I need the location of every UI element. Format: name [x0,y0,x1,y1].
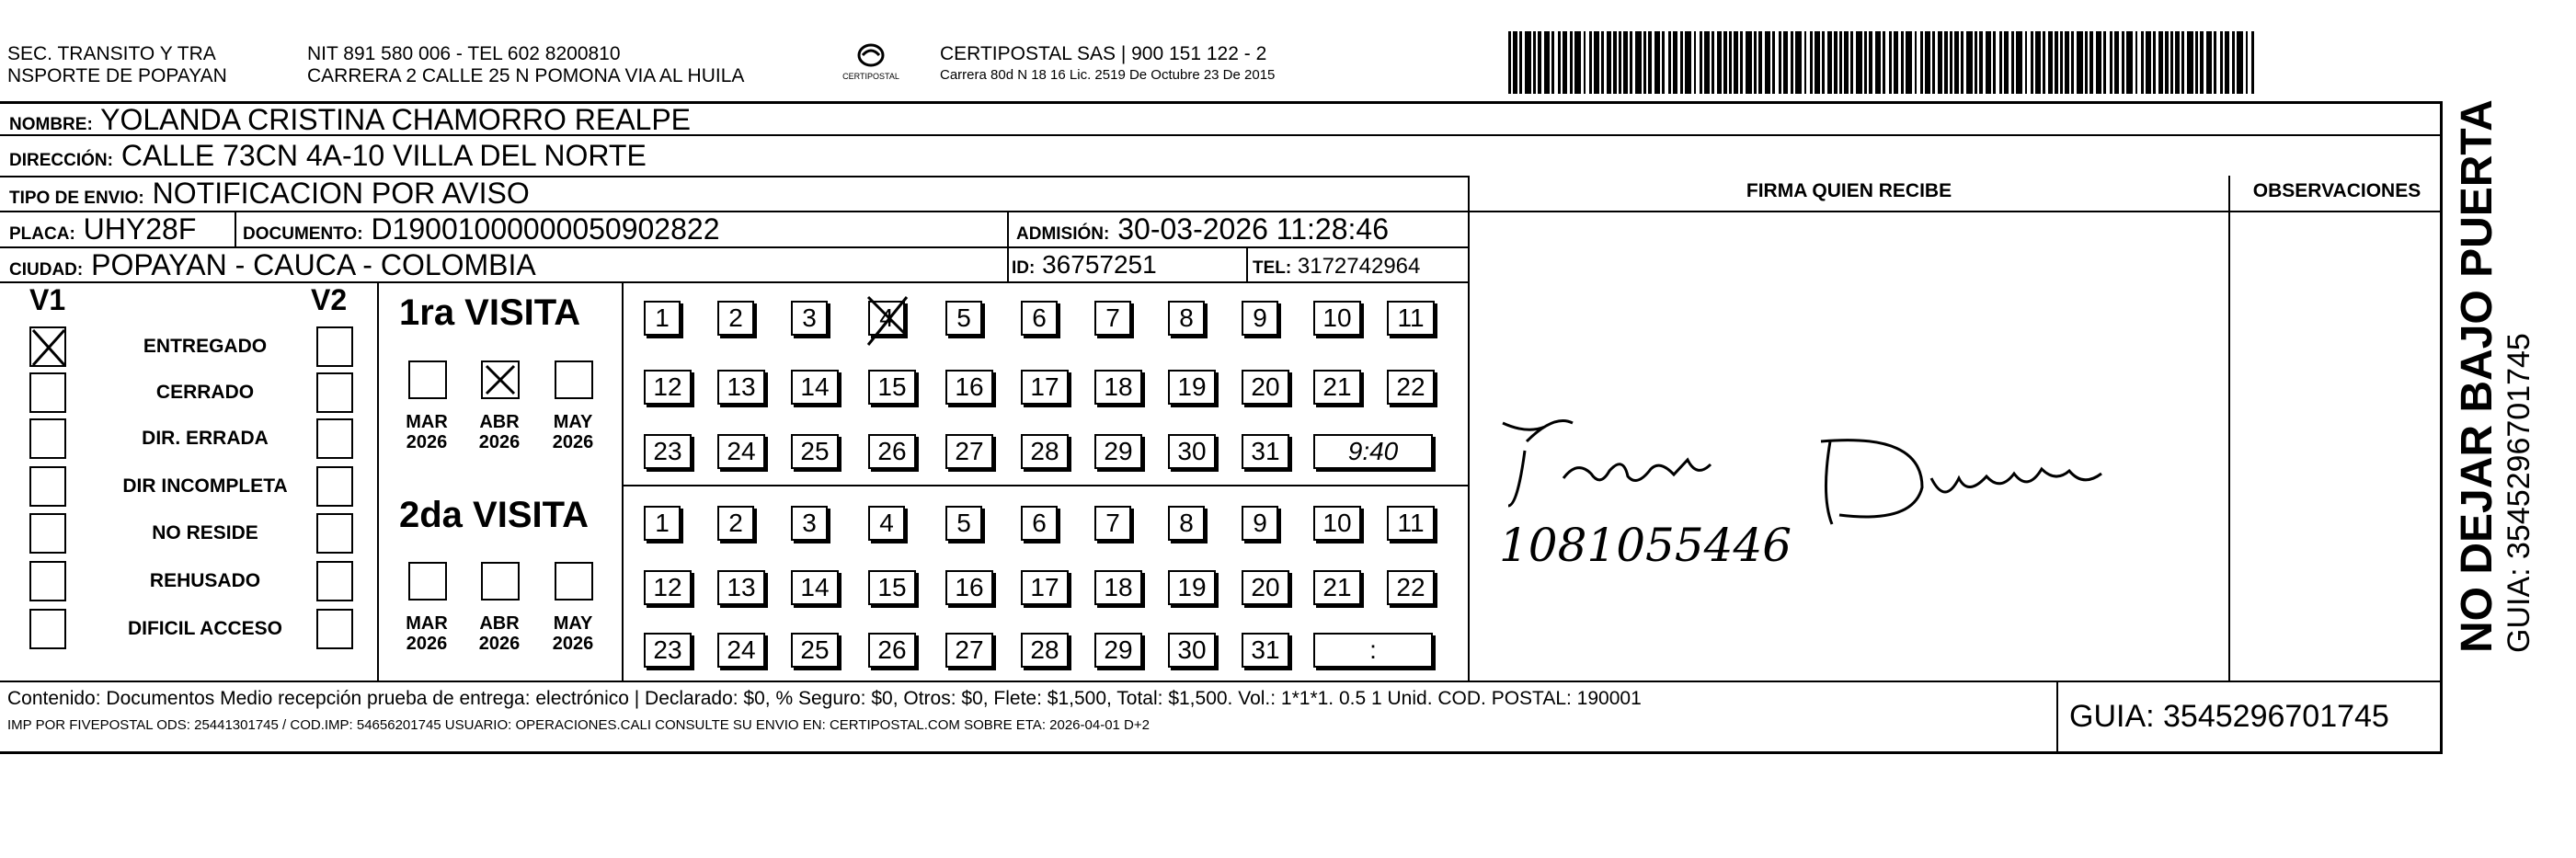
day-box[interactable]: 29 [1094,633,1142,668]
month-label [472,613,527,654]
barcode-bar [1508,31,1511,94]
logo-text: CERTIPOSTAL [842,72,899,81]
barcode-bar [1822,31,1825,94]
barcode-bar [1654,31,1660,94]
v1-checkbox[interactable] [29,513,66,554]
barcode-bar [1875,31,1881,94]
sender-line-2: NSPORTE DE POPAYAN [7,65,227,86]
day-box[interactable]: 24 [717,633,765,668]
v2-checkbox[interactable] [316,513,353,554]
month-name: MAR [406,412,448,432]
day-box[interactable]: 23 [644,633,692,668]
day-box[interactable]: 7 [1094,506,1131,541]
month-checkbox[interactable] [481,360,520,399]
barcode-icon [1508,31,2262,94]
month-name: MAR [406,613,448,634]
barcode-bar [1558,31,1561,94]
day-box[interactable]: 1 [644,506,681,541]
nombre-label: NOMBRE: [9,115,93,134]
barcode-bar [1779,31,1781,94]
col-divider-visits [622,281,624,681]
placa-label: PLACA: [9,224,75,244]
barcode-bar [1999,31,2002,94]
v2-checkbox[interactable] [316,372,353,413]
day-box[interactable]: 3 [791,301,828,336]
barcode-bar [1894,31,1898,94]
ciudad-label: CIUDAD: [9,260,84,280]
day-box[interactable]: 13 [717,570,765,605]
day-box[interactable]: 15 [868,570,916,605]
day-box[interactable]: 20 [1242,370,1289,405]
barcode-bar [2175,31,2180,94]
v2-checkbox[interactable] [316,418,353,459]
check-x-icon [31,328,68,369]
month-year: 2026 [406,634,448,654]
col-divider-footer-guia [2056,681,2058,754]
month-checkbox[interactable] [408,562,447,601]
barcode-bar [1864,31,1867,94]
barcode-bar [2016,31,2022,94]
v2-checkbox[interactable] [316,561,353,601]
barcode-bar [1979,31,1983,94]
barcode-bar [1804,31,1806,94]
status-label: ENTREGADO [143,336,268,357]
direccion-value: CALLE 73CN 4A-10 VILLA DEL NORTE [120,139,647,172]
day-box[interactable]: 31 [1242,434,1289,469]
barcode-bar [2158,31,2163,94]
v1-checkbox[interactable] [29,561,66,601]
barcode-bar [1975,31,1977,94]
month-checkbox[interactable] [481,562,520,601]
month-year: 2026 [406,432,448,452]
barcode-bar [1850,31,1853,94]
day-box[interactable]: 22 [1387,370,1435,405]
barcode-bar [1619,31,1621,94]
signature-area [1490,386,2134,589]
barcode-bar [1944,31,1948,94]
day-box[interactable]: 9 [1242,301,1278,336]
ciudad-row [9,249,536,286]
barcode-bar [2011,31,2014,94]
status-label: DIR INCOMPLETA [122,475,288,497]
day-box[interactable]: 28 [1021,633,1069,668]
barcode-bar [1712,31,1714,94]
barcode-bar [1795,31,1802,94]
firma-header: FIRMA QUIEN RECIBE [1746,180,1952,201]
month-name: MAY [553,613,593,634]
day-box[interactable]: 6 [1021,506,1058,541]
month-label [545,412,601,452]
barcode-bar [1607,31,1611,94]
col-divider-admision [1007,211,1009,282]
day-box[interactable]: 12 [644,570,692,605]
v2-checkbox[interactable] [316,326,353,367]
day-box[interactable]: 23 [644,434,692,469]
barcode-bar [2181,31,2184,94]
ciudad-value: POPAYAN - CAUCA - COLOMBIA [91,248,536,281]
day-box[interactable]: 28 [1021,434,1069,469]
id-value: 36757251 [1042,250,1157,279]
signature-id: 1081055446 [1499,519,1792,572]
placa-value: UHY28F [83,212,197,246]
day-box[interactable]: 26 [868,633,916,668]
side-warning: NO DEJAR BAJO PUERTA [2453,99,2502,653]
day-box[interactable]: 13 [717,370,765,405]
documento-value: D19001000000050902822 [371,212,720,246]
v1-checkbox[interactable] [29,609,66,649]
barcode-bar [1869,31,1872,94]
day-box[interactable]: 17 [1021,370,1069,405]
time-box[interactable]: : [1313,633,1433,668]
barcode-bar [2122,31,2124,94]
check-x-icon [483,362,521,401]
barcode-bar [1685,31,1691,94]
carrier-line-2: Carrera 80d N 18 16 Lic. 2519 De Octubre 23 De 2015 [940,67,1276,83]
barcode-bar [1901,31,1904,94]
day-box[interactable]: 24 [717,434,765,469]
day-box[interactable]: 16 [945,570,993,605]
barcode-bar [1966,31,1973,94]
admision-row [1016,213,1389,250]
barcode-bar [1810,31,1813,94]
month-label [545,613,601,654]
day-box[interactable]: 30 [1168,633,1216,668]
nit-line-1: NIT 891 580 006 - TEL 602 8200810 [307,43,621,64]
month-checkbox[interactable] [408,360,447,399]
day-box[interactable] [868,301,905,336]
month-checkbox[interactable] [555,562,593,601]
barcode-bar [2025,31,2027,94]
day-box[interactable]: 19 [1168,370,1216,405]
v2-checkbox[interactable] [316,609,353,649]
barcode-bar [1856,31,1862,94]
day-box[interactable]: 4 [868,506,905,541]
barcode-bar [1834,31,1838,94]
id-row [1012,249,1157,284]
direccion-label: DIRECCIÓN: [9,151,113,170]
month-name: ABR [479,613,520,634]
signature-drawing [1490,386,2134,589]
month-year: 2026 [478,634,521,654]
barcode-bar [1635,31,1642,94]
v1-label: V1 [29,283,66,316]
barcode-bar [2195,31,2198,94]
barcode-bar [1551,31,1554,94]
v1-checkbox[interactable] [29,466,66,507]
day-box[interactable]: 22 [1387,570,1435,605]
barcode-bar [1717,31,1722,94]
barcode-bar [2170,31,2173,94]
barcode-bar [1844,31,1849,94]
barcode-bar [1700,31,1702,94]
carrier-line-1: CERTIPOSTAL SAS | 900 151 122 - 2 [940,43,1267,64]
col-divider-placa [235,211,236,247]
barcode-bar [1815,31,1820,94]
col-divider-v2 [377,281,379,681]
side-guia: GUIA: 3545296701745 [2502,333,2536,653]
barcode-bar [1772,31,1775,94]
day-box[interactable]: 8 [1168,506,1205,541]
documento-row [243,213,719,250]
barcode-bar [1932,31,1935,94]
month-year: 2026 [552,634,594,654]
barcode-bar [2146,31,2151,94]
col-divider-obs [2228,176,2230,681]
day-box[interactable]: 12 [644,370,692,405]
day-box[interactable]: 2 [717,301,754,336]
logo-icon [837,39,905,86]
barcode-bar [1584,31,1586,94]
rule-visit-divider [622,485,1469,486]
barcode-bar [1680,31,1683,94]
barcode-bar [2141,31,2144,94]
day-box[interactable]: 21 [1313,370,1361,405]
month-year: 2026 [552,432,594,452]
observaciones-header: OBSERVACIONES [2252,180,2421,201]
barcode-bar [1783,31,1788,94]
barcode-bar [1643,31,1646,94]
barcode-bar [1589,31,1592,94]
admision-label: ADMISIÓN: [1016,224,1110,244]
day-box[interactable]: 5 [945,506,982,541]
month-name: ABR [479,412,520,432]
barcode-bar [2246,31,2248,94]
tipo-label: TIPO DE ENVIO: [9,189,144,208]
day-number: 4 [879,303,894,332]
nombre-value: YOLANDA CRISTINA CHAMORRO REALPE [100,103,692,136]
barcode-bar [1574,31,1581,94]
barcode-bar [1668,31,1671,94]
day-box[interactable]: 8 [1168,301,1205,336]
tel-label: TEL: [1253,258,1292,278]
barcode-bar [2153,31,2156,94]
barcode-bar [1938,31,1942,94]
barcode-bar [1920,31,1923,94]
barcode-bar [2206,31,2212,94]
barcode-bar [1950,31,1952,94]
month-label [399,412,454,452]
day-box[interactable]: 21 [1313,570,1361,605]
nombre-row [9,104,691,141]
barcode-bar [1648,31,1652,94]
day-box[interactable]: 9 [1242,506,1278,541]
barcode-bar [2089,31,2093,94]
barcode-bar [2114,31,2119,94]
barcode-bar [1594,31,1599,94]
barcode-bar [1673,31,1677,94]
day-box[interactable]: 1 [644,301,681,336]
barcode-bar [1513,31,1517,94]
day-box[interactable]: 26 [868,434,916,469]
barcode-bar [1746,31,1752,94]
barcode-bar [1630,31,1632,94]
admision-value: 30-03-2026 11:28:46 [1117,212,1389,246]
certipostal-logo [837,39,905,86]
barcode-bar [1613,31,1617,94]
placa-row [9,213,196,250]
barcode-bar [2251,31,2254,94]
v1-checkbox[interactable] [29,418,66,459]
barcode-bar [1839,31,1842,94]
barcode-bar [2165,31,2169,94]
barcode-bar [2225,31,2229,94]
status-label: CERRADO [155,382,255,403]
month-checkbox[interactable] [555,360,593,399]
month-label [399,613,454,654]
barcode-bar [1765,31,1770,94]
month-year: 2026 [478,432,521,452]
barcode-bar [1662,31,1665,94]
day-box[interactable]: 14 [791,370,839,405]
barcode-bar [1915,31,1917,94]
col-divider-firma [1468,176,1470,681]
barcode-bar [2135,31,2137,94]
day-box[interactable]: 17 [1021,570,1069,605]
day-box[interactable]: 14 [791,570,839,605]
barcode-bar [1525,31,1531,94]
barcode-bar [1704,31,1710,94]
barcode-bar [1538,31,1541,94]
day-box[interactable]: 20 [1242,570,1289,605]
barcode-bar [1563,31,1567,94]
barcode-bar [1723,31,1727,94]
barcode-bar [1754,31,1757,94]
day-box[interactable]: 3 [791,506,828,541]
barcode-bar [1883,31,1885,94]
status-label: DIFICIL ACCESO [127,618,282,639]
day-box[interactable]: 15 [868,370,916,405]
tipo-value: NOTIFICACION POR AVISO [152,177,530,210]
v1-checkbox[interactable] [29,326,66,367]
day-box[interactable]: 11 [1387,506,1435,541]
barcode-bar [2237,31,2243,94]
footer-guia: GUIA: 3545296701745 [2069,699,2389,734]
barcode-bar [2043,31,2045,94]
day-box[interactable]: 27 [945,633,993,668]
tipo-row [9,177,530,214]
barcode-bar [2214,31,2216,94]
barcode-bar [1694,31,1696,94]
v2-checkbox[interactable] [316,466,353,507]
visit1-title: 1ra VISITA [399,292,581,333]
barcode-bar [2071,31,2074,94]
day-box[interactable]: 27 [945,434,993,469]
footer-line-1: Contenido: Documentos Medio recepción prueba de entrega: electrónico | Declarado: $0, % Seguro: $0, Otros: $0, Flete: $1,500, Total: $1,500. Vol.: 1*1*1. 0.5 1 Unid. COD. POSTAL: 190001 [7,688,1642,709]
status-label: DIR. ERRADA [142,428,269,449]
barcode-bar [1889,31,1892,94]
nit-line-2: CARRERA 2 CALLE 25 N POMONA VIA AL HUILA [307,65,745,86]
footer-line-2: IMP POR FIVEPOSTAL ODS: 25441301745 / COD.IMP: 54656201745 USUARIO: OPERACIONES.CALI CONSULTE SU ENVIO EN: CERTIPOSTAL.COM SOBRE ETA: 2026-04-01 D+2 [7,717,1150,733]
barcode-bar [2055,31,2058,94]
status-label: REHUSADO [149,570,261,591]
day-box[interactable]: 19 [1168,570,1216,605]
v2-label: V2 [311,283,348,316]
month-name: MAY [553,412,593,432]
barcode-bar [2048,31,2053,94]
day-box[interactable]: 5 [945,301,982,336]
barcode-bar [1961,31,1963,94]
direccion-row [9,140,647,177]
barcode-bar [1740,31,1743,94]
day-box[interactable]: 30 [1168,434,1216,469]
day-box[interactable]: 25 [791,434,839,469]
check-x-icon [864,293,920,349]
day-box[interactable]: 31 [1242,633,1289,668]
barcode-bar [2031,31,2033,94]
barcode-bar [2085,31,2088,94]
barcode-bar [2200,31,2204,94]
barcode-bar [2060,31,2063,94]
day-box[interactable]: 11 [1387,301,1435,336]
barcode-bar [1734,31,1738,94]
visit2-title: 2da VISITA [399,495,589,535]
tel-row [1253,251,1420,284]
day-box[interactable]: 10 [1313,506,1361,541]
barcode-bar [1570,31,1573,94]
barcode-bar [2187,31,2193,94]
day-box[interactable]: 6 [1021,301,1058,336]
barcode-bar [1601,31,1604,94]
barcode-bar [1758,31,1762,94]
barcode-bar [1729,31,1732,94]
barcode-bar [1623,31,1628,94]
barcode-bar [2065,31,2069,94]
barcode-bar [1954,31,1959,94]
barcode-bar [2004,31,2009,94]
barcode-bar [2126,31,2133,94]
sender-line-1: SEC. TRANSITO Y TRA [7,43,216,64]
documento-label: DOCUMENTO: [243,224,363,244]
time-box[interactable]: 9:40 [1313,434,1433,469]
tel-value: 3172742964 [1297,254,1421,279]
barcode-bar [2096,31,2101,94]
barcode-bar [1827,31,1832,94]
status-label: NO RESIDE [152,522,258,543]
barcode-bar [2035,31,2041,94]
barcode-bar [1925,31,1930,94]
barcode-bar [1519,31,1522,94]
id-label: ID: [1012,258,1036,278]
barcode-bar [2220,31,2223,94]
day-box[interactable]: 18 [1094,370,1142,405]
day-box[interactable]: 2 [717,506,754,541]
month-label [472,412,527,452]
barcode-bar [2232,31,2235,94]
barcode-bar [1986,31,1991,94]
barcode-bar [2103,31,2106,94]
v1-checkbox[interactable] [29,372,66,413]
day-box[interactable]: 10 [1313,301,1361,336]
barcode-bar [1993,31,1996,94]
rule-footer [0,681,2443,682]
barcode-bar [2077,31,2083,94]
barcode-bar [1544,31,1550,94]
col-divider-tel [1246,246,1248,282]
day-box[interactable]: 16 [945,370,993,405]
barcode-bar [1791,31,1793,94]
day-box[interactable]: 7 [1094,301,1131,336]
day-box[interactable]: 25 [791,633,839,668]
barcode-bar [2110,31,2112,94]
barcode-bar [1533,31,1536,94]
day-box[interactable]: 29 [1094,434,1142,469]
barcode-bar [1906,31,1912,94]
day-box[interactable]: 18 [1094,570,1142,605]
